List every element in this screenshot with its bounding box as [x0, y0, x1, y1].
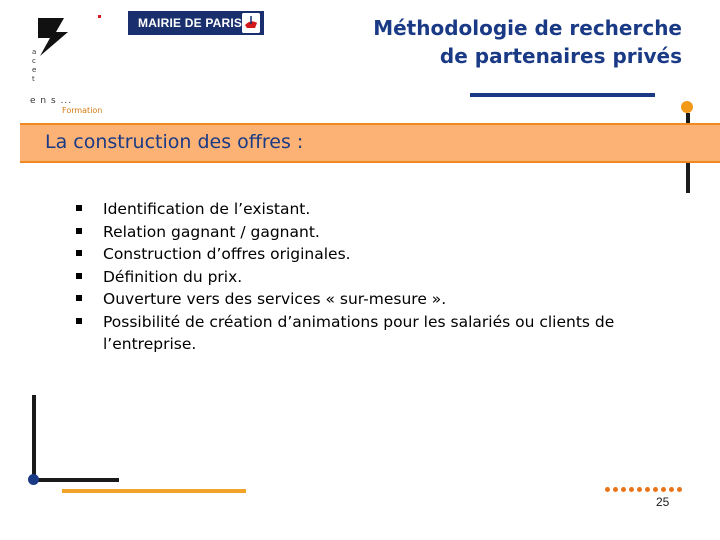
square-bullet-icon	[76, 273, 82, 279]
logo-formation-text: Formation	[62, 106, 103, 115]
orange-dot-icon	[629, 487, 634, 492]
blue-dot-decoration	[28, 474, 39, 485]
mairie-de-paris-logo	[128, 11, 264, 35]
square-bullet-icon	[76, 318, 82, 324]
logo-vertical-letters	[32, 48, 42, 84]
list-item-text: Ouverture vers des services « sur-mesure ».	[103, 290, 447, 308]
slide-title-line1: Méthodologie de recherche	[373, 16, 682, 40]
logo-letter: a	[32, 48, 37, 56]
logo-letter: t	[32, 75, 35, 83]
logo-ens-text: e n s ...	[30, 96, 73, 106]
orange-dot-icon	[645, 487, 650, 492]
square-bullet-icon	[76, 250, 82, 256]
bullet-list	[76, 198, 676, 356]
orange-dot-icon	[669, 487, 674, 492]
orange-dot-icon	[653, 487, 658, 492]
section-heading: La construction des offres :	[45, 131, 304, 153]
orange-dot-icon	[677, 487, 682, 492]
orange-dot-icon	[613, 487, 618, 492]
paris-ship-emblem-icon	[242, 13, 260, 33]
list-item-text: Définition du prix.	[103, 267, 243, 286]
list-item	[76, 198, 676, 221]
red-dot-decoration	[98, 15, 101, 18]
slide-title	[302, 14, 682, 70]
architecture-logo	[24, 10, 114, 120]
square-bullet-icon	[76, 295, 82, 301]
list-item-text: Identification de l’existant.	[103, 200, 311, 218]
orange-dot-decoration	[681, 101, 693, 113]
black-vertical-rule-decoration	[32, 395, 36, 480]
logo-letter: c	[32, 57, 36, 65]
list-item	[76, 311, 676, 356]
list-item-text: Construction d’offres originales.	[103, 245, 351, 263]
list-item-text: Relation gagnant / gagnant.	[103, 222, 320, 241]
list-item-text: Possibilité de création d’animations pour les salariés ou clients de l’entreprise.	[103, 312, 615, 353]
orange-dot-icon	[661, 487, 666, 492]
orange-dot-icon	[605, 487, 610, 492]
list-item	[76, 243, 676, 266]
orange-dot-icon	[637, 487, 642, 492]
black-horizontal-rule-decoration	[35, 478, 119, 482]
logo-letter: e	[32, 66, 37, 74]
list-item	[76, 221, 676, 244]
orange-rule-decoration	[62, 489, 246, 493]
square-bullet-icon	[76, 205, 82, 211]
list-item	[76, 288, 676, 311]
list-item	[76, 266, 676, 289]
square-bullet-icon	[76, 228, 82, 234]
orange-dot-icon	[621, 487, 626, 492]
slide-title-line2: de partenaires privés	[439, 44, 682, 68]
page-number: 25	[656, 495, 670, 509]
mairie-logo-text: MAIRIE DE PARIS	[138, 16, 243, 30]
blue-rule-decoration	[470, 93, 655, 97]
